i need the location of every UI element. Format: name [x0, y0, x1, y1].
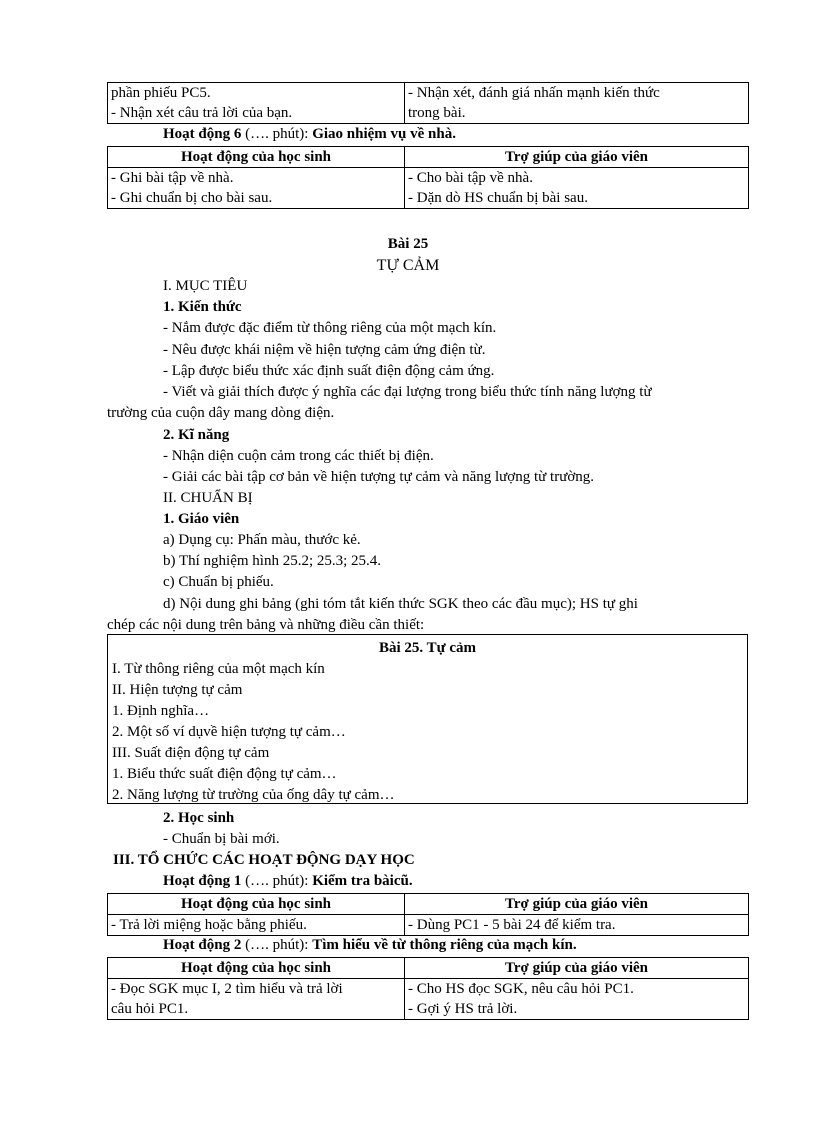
teacher-prep-item: c) Chuẩn bị phiếu. [163, 574, 274, 590]
activity-title: Tìm hiểu về từ thông riêng của mạch kín. [312, 937, 577, 953]
board-line: II. Hiện tượng tự cảm [112, 682, 243, 698]
lesson-name: TỰ CẢM [376, 257, 440, 274]
teacher-cell: - Cho HS đọc SGK, nêu câu hỏi PC1. - Gợi ý HS trả lời. [405, 979, 749, 1020]
student-cell: phần phiếu PC5. - Nhận xét câu trả lời của bạn. [108, 83, 405, 124]
teacher-prep-title: 1. Giáo viên [163, 511, 240, 527]
header-student: Hoạt động của học sinh [108, 958, 405, 979]
skills-item: - Giải các bài tập cơ bản về hiện tượng tự cảm và năng lượng từ trường. [163, 469, 595, 485]
teacher-prep-item: b) Thí nghiệm hình 25.2; 25.3; 25.4. [163, 553, 382, 569]
section-objectives-title: I. MỤC TIÊU [163, 278, 248, 294]
skills-title: 2. Kĩ năng [163, 427, 230, 443]
section-activities-title: III. TỔ CHỨC CÁC HOẠT ĐỘNG DẠY HỌC [113, 852, 415, 868]
activity-time: (…. phút): [241, 937, 313, 953]
header-teacher: Trợ giúp của giáo viên [405, 958, 749, 979]
student-cell: - Ghi bài tập về nhà. - Ghi chuẩn bị cho bài sau. [108, 168, 405, 209]
activity-time: (…. phút): [241, 873, 313, 889]
table-activity2 [107, 957, 749, 1020]
activity-label: Hoạt động 2 [163, 937, 242, 953]
knowledge-item: - Lập được biểu thức xác định suất điện động cảm ứng. [163, 363, 495, 379]
board-line: 1. Định nghĩa… [112, 703, 210, 719]
teacher-prep-item: a) Dụng cụ: Phấn màu, thước kẻ. [163, 532, 361, 548]
board-line: 2. Một số ví dụvề hiện tượng tự cảm… [112, 724, 346, 740]
header-student: Hoạt động của học sinh [108, 147, 405, 168]
activity-title: Giao nhiệm vụ về nhà. [312, 126, 456, 142]
knowledge-title: 1. Kiến thức [163, 299, 242, 315]
activity2-heading [163, 935, 577, 955]
knowledge-item: - Nêu được khái niệm về hiện tượng cảm ứng điện từ. [163, 342, 486, 358]
activity-time: (…. phút): [241, 126, 313, 142]
table-header-row [108, 147, 749, 168]
board-line: 2. Năng lượng từ trường của ống dây tự cảm… [112, 787, 395, 803]
student-prep-item: - Chuẩn bị bài mới. [163, 831, 280, 847]
knowledge-item: - Nắm được đặc điểm từ thông riêng của một mạch kín. [163, 320, 497, 336]
header-student: Hoạt động của học sinh [108, 894, 405, 915]
teacher-cell: - Dùng PC1 - 5 bài 24 để kiểm tra. [405, 915, 749, 936]
table-row [108, 83, 749, 124]
table-header-row [108, 894, 749, 915]
table-row [108, 979, 749, 1020]
table-row [108, 168, 749, 209]
board-line: 1. Biểu thức suất điện động tự cảm… [112, 766, 337, 782]
section-preparation-title: II. CHUẨN BỊ [163, 490, 253, 506]
header-teacher: Trợ giúp của giáo viên [405, 147, 749, 168]
teacher-cell: - Cho bài tập về nhà. - Dặn dò HS chuẩn bị bài sau. [405, 168, 749, 209]
teacher-prep-item: d) Nội dung ghi bảng (ghi tóm tắt kiến thức SGK theo các đầu mục); HS tự ghi [163, 596, 638, 612]
board-line: III. Suất điện động tự cảm [112, 745, 270, 761]
activity-label: Hoạt động 6 [163, 126, 242, 142]
header-teacher: Trợ giúp của giáo viên [405, 894, 749, 915]
knowledge-item-continued: trường của cuộn dây mang dòng điện. [107, 405, 335, 421]
student-cell: - Trả lời miệng hoặc bằng phiếu. [108, 915, 405, 936]
student-prep-title: 2. Học sinh [163, 810, 235, 826]
table-activity5-continued [107, 82, 749, 124]
table-header-row [108, 958, 749, 979]
skills-item: - Nhận diện cuộn cảm trong các thiết bị điện. [163, 448, 434, 464]
teacher-prep-item-continued: chép các nội dung trên bảng và những điều cần thiết: [107, 617, 425, 633]
teacher-cell: - Nhận xét, đánh giá nhấn mạnh kiến thức trong bài. [405, 83, 749, 124]
activity6-heading [163, 124, 456, 144]
knowledge-item: - Viết và giải thích được ý nghĩa các đại lượng trong biểu thức tính năng lượng từ [163, 384, 652, 400]
table-row [108, 915, 749, 936]
board-line: I. Từ thông riêng của một mạch kín [112, 661, 325, 677]
table-activity1 [107, 893, 749, 936]
board-title: Bài 25. Tự cảm [378, 640, 477, 656]
activity1-heading [163, 871, 413, 891]
board-content-box [107, 634, 748, 804]
activity-label: Hoạt động 1 [163, 873, 242, 889]
activity-title: Kiểm tra bàicũ. [312, 873, 413, 889]
lesson-number: Bài 25 [387, 236, 429, 252]
table-activity6 [107, 146, 749, 209]
student-cell: - Đọc SGK mục I, 2 tìm hiểu và trả lời câu hỏi PC1. [108, 979, 405, 1020]
